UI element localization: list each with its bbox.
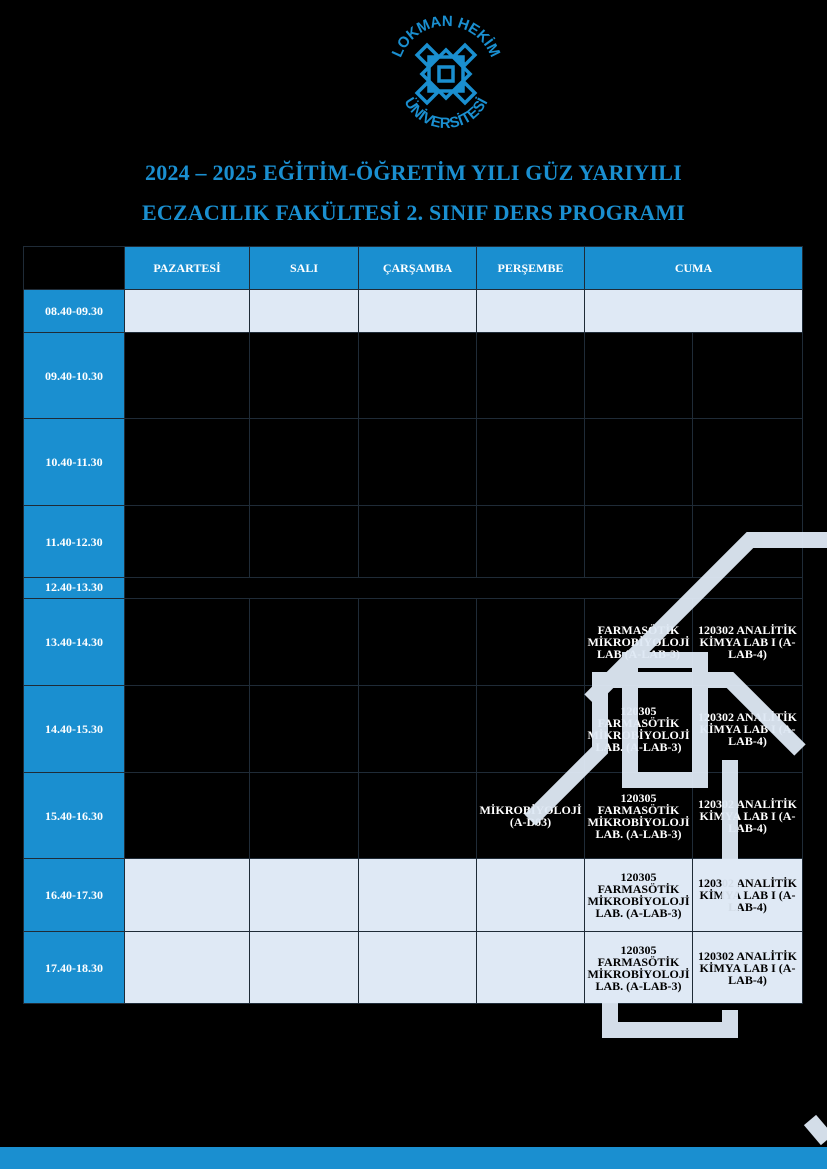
header-row [24, 247, 803, 290]
time-slot: 16.40-17.30 [24, 859, 125, 932]
course-cell: 120305 FARMASÖTİK MİKROBİYOLOJİ LAB. (A-LAB-3) [585, 686, 693, 773]
schedule-table [23, 246, 803, 1004]
table-row [24, 932, 803, 1004]
table-row [24, 686, 803, 773]
logo-emblem-icon [417, 45, 475, 103]
time-slot: 10.40-11.30 [24, 419, 125, 506]
day-header-tuesday: SALI [250, 247, 359, 290]
day-header-monday: PAZARTESİ [125, 247, 250, 290]
time-slot: 17.40-18.30 [24, 932, 125, 1004]
footnote: Dersler ilgili Anabilim Dalı [596, 1042, 723, 1054]
page-title-line-2: ECZACILIK FAKÜLTESİ 2. SINIF DERS PROGRAMI [141, 200, 686, 225]
time-slot: 11.40-12.30 [24, 506, 125, 578]
table-row [24, 419, 803, 506]
table-row [24, 578, 803, 599]
time-slot: 09.40-10.30 [24, 333, 125, 419]
day-header-wednesday: ÇARŞAMBA [359, 247, 477, 290]
course-cell: 120302 ANALİTİK KİMYA LAB I (A-LAB-4) [693, 773, 803, 859]
logo-bottom-text: ÜNİVERSİTESİ [400, 94, 492, 133]
table-row [24, 859, 803, 932]
table-row [24, 506, 803, 578]
course-cell: 120302 ANALİTİK KİMYA LAB I (A-LAB-4) [693, 859, 803, 932]
course-cell: 120302 ANALİTİK KİMYA LAB I (A- LAB-4) [693, 599, 803, 686]
time-slot: 08.40-09.30 [24, 290, 125, 333]
time-slot: 13.40-14.30 [24, 599, 125, 686]
course-cell: 120305 FARMASÖTİK MİKROBİYOLOJİ LAB. (A-LAB-3) [585, 773, 693, 859]
footer-bar [0, 1147, 827, 1169]
day-header-thursday: PERŞEMBE [477, 247, 585, 290]
corner-cell [24, 247, 125, 290]
table-row [24, 599, 803, 686]
university-logo [384, 12, 508, 136]
table-row [24, 290, 803, 333]
logo-top-text: LOKMAN HEKİM [388, 12, 504, 60]
table-row [24, 773, 803, 859]
table-row [24, 333, 803, 419]
course-cell: 120305 FARMASÖTİK MİKROBİYOLOJİ LAB. (A-LAB-3) [585, 932, 693, 1004]
time-slot: 14.40-15.30 [24, 686, 125, 773]
time-slot: 15.40-16.30 [24, 773, 125, 859]
course-cell: 120305 FARMASÖTİK MİKROBİYOLOJİ LAB. (A-LAB-3) [585, 859, 693, 932]
day-header-friday: CUMA [585, 247, 803, 290]
course-cell: 120302 ANALİTİK KİMYA LAB I (A-LAB-4) [693, 932, 803, 1004]
time-slot: 12.40-13.30 [24, 578, 125, 599]
course-cell: FARMASÖTİK MİKROBİYOLOJİ LAB (A-LAB-3) [585, 599, 693, 686]
course-cell: MİKROBİYOLOJİ (A-D03) [477, 773, 585, 859]
page-title-line-1: 2024 – 2025 EĞİTİM-ÖĞRETİM YILI GÜZ YARIYILI [145, 160, 682, 185]
course-cell: 120302 ANALİTİK KİMYA LAB I (A-LAB-4) [693, 686, 803, 773]
